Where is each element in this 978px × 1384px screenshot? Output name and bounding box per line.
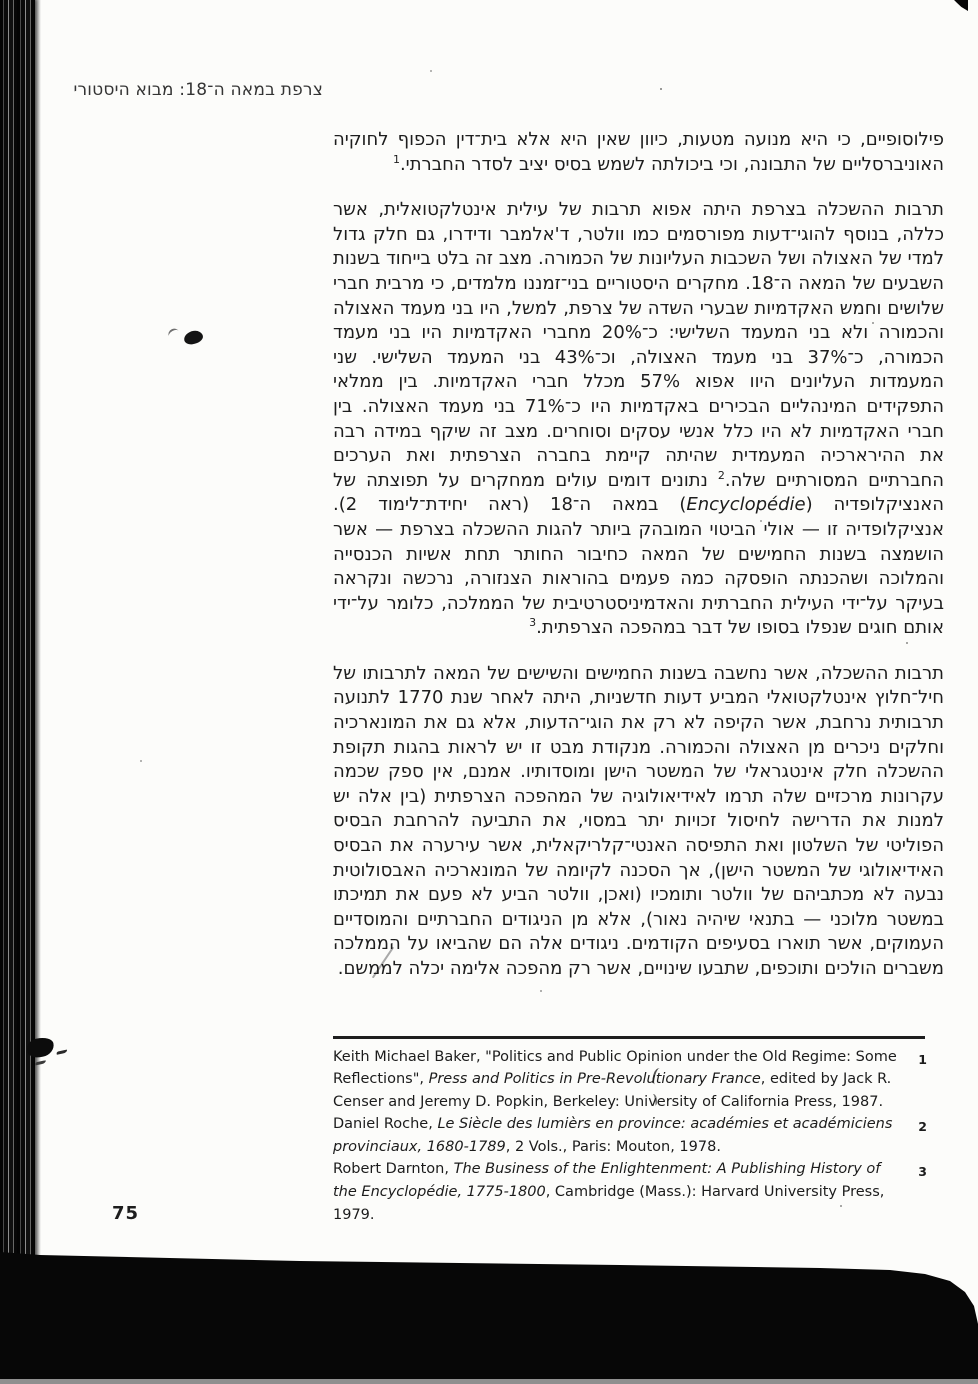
footnotes-section bbox=[333, 1036, 927, 1226]
paragraph-1 bbox=[333, 128, 944, 177]
scan-artifact-top-right-corner bbox=[951, 0, 968, 11]
paragraph-2 bbox=[333, 198, 944, 641]
footnote-1-authors: Keith Michael Baker, "Politics and Public Opinion under the Old Regime: Some Reflections", bbox=[333, 1048, 897, 1088]
paragraph-2-text-b: נתונים דומים עולים ממחקרים על תפוצתה של האנציקלופדיה ( bbox=[333, 469, 944, 516]
text-column bbox=[333, 128, 944, 1003]
footnote-1-number: 1 bbox=[918, 1051, 927, 1067]
footnote-1-text bbox=[333, 1046, 901, 1114]
paragraph-3 bbox=[333, 662, 944, 982]
encyclopedie-latin-title: Encyclopédie bbox=[686, 494, 806, 516]
scan-artifact-bottom-black bbox=[0, 1252, 978, 1384]
footnote-2-text bbox=[333, 1113, 901, 1158]
paper-specks bbox=[0, 0, 2, 2]
footnote-ref-1: 1 bbox=[392, 152, 400, 166]
footnote-2-number: 2 bbox=[918, 1119, 927, 1135]
paragraph-3-text: תרבות ההשכלה, אשר נחשבה בשנות החמישים והשישים של המאה לתרבותו של חיל־חלוץ אינטלקטואלי המביע דעות חדשניות, היתה לאחר שנת 1770 לתנועה תרבותית נרחבת, אשר הקיפה לא רק את הוגי־הדעות, אלא גם את המונארכיה וחלקים ניכרים מן האצולה והכמורה. מנקודת מבט זו יש לראות בהגות תקופת ההשכלה חלק אינטגראלי של המשטר הישן ומוסדותיו. אמנם, אין ספק שכמה עקרונות מרכזיים שלה תרמו לאידיאולוגיה של המהפכה הצרפתית (בין אלה יש למנות את הדרישה לחיסול זכויות יתר במסוי, את התביעה להרחבת הבסיס הפוליטי של השלטון ואת התפיסה האנטי־קלריקאלית, אשר עירערה את הבסיס האידיאולוגי של המשטר הישן), אך הסכנה לקיומה של המונארכיה האבסולוטית נבעה לא מכתביהם של וולטר ותומכיו (ואכן, וולטר הביע לא פעם את תמיכתו במשטר מלוכני — בתנאי שיהיה נאור), אלא מן הניגודים החברתיים והמוסדיים העמוקים, אשר תוארו בסעיפים הקודמים. ניגודים אלה הם שהביאו על הממלכה משברים הולכים ותוכפים, שתבעו שינויים, אשר רק מהפכה אלימה יכלה לממשם. bbox=[333, 662, 944, 979]
footnote-3-publisher: , Cambridge (Mass.): Harvard University Press, 1979. bbox=[333, 1184, 885, 1223]
footnote-separator-rule bbox=[333, 1036, 925, 1039]
paragraph-1-text: פילוסופיים, כי היא מנועה מטעות, כיוון שאין היא אלא בית־דין הכפוף לחוקיה האוניברסליים של התבונה, וכי ביכולתה לשמש בסיס יציב לסדר החברתי. bbox=[333, 129, 944, 175]
footnote-2-title: Le Siècle des lumièrs en province: académies et académiciens provinciaux, 1680-1789 bbox=[333, 1116, 893, 1155]
footnote-3 bbox=[333, 1158, 927, 1226]
footnote-3-title: The Business of the Enlightenment: A Publishing History of the Encyclopédie, 1775-1800 bbox=[333, 1161, 881, 1201]
scan-artifact-bottom-gray-strip bbox=[0, 1379, 978, 1384]
page-number: 75 bbox=[112, 1203, 140, 1224]
footnote-2 bbox=[333, 1113, 927, 1158]
footnote-1-title: Press and Politics in Pre-Revolutionary France bbox=[428, 1071, 761, 1088]
ink-smudge bbox=[183, 330, 204, 346]
paragraph-2-text-c: ) במאה ה־18 (ראה יחידת־לימוד 2). אנציקלופדיה זו — אולי הביטוי המובהק ביותר להגות ההשכלה בצרפת — אשר הושמצה בשנות החמישים של המאה כחיבור החותר תחת אשיות הכנסייה והמלוכה ושהכנתה הופסקה כמה פעמים בהוראות הצנזורה, נרכשה ונקראה בעיקר על־ידי העילית החברתית והאדמיניסטרטיבית של הממלכה, כלומר על־ידי אותם חוגים שנפלו בסופו של דבר במהפכה הצרפתית. bbox=[333, 494, 944, 639]
footnote-1-publisher: , edited by Jack R. Censer and Jeremy D. Popkin, Berkeley: University of California Press, 1987. bbox=[333, 1071, 892, 1110]
footnote-ref-3: 3 bbox=[529, 616, 537, 630]
paragraph-2-text-a: תרבות ההשכלה בצרפת היתה אפוא תרבות של עילית אינטלקטואלית, אשר כללה, בנוסף להוגי־דעות מפורסמים כמו וולטר, ד'אלמבר ודידרו, גם חלק גדול למדי של האצולה ושל השכבות העליונות של הכמורה. מצב זה בלט בייחוד בשנות השבעים של המאה ה־18. מחקרים היסטוריים בני־זמננו מלמדים, כי מרבית חברי שלושים וחמש האקדמיות שבערי השדה של צרפת, למשל, היו בני מעמד האצולה והכמורה ולא בני המעמד השלישי: כ־20% מחברי האקדמיות היו בני מעמד הכמורה, כ־37% בני מעמד האצולה, וכ־43% בני המעמד השלישי. שני המעמדות העליונים היוו אפוא 57% מכלל חברי האקדמיות. בין ממלאי התפקידים המינהליים הבכירים באקדמיות היו כ־71% בני מעמד האצולה. בין חברי האקדמיות לא היו כלל אנשי עסקים וסוחרים. מצב זה שיקף במידה רבה את ההירארכיה המעמדית שהיתה קיימת בחברה הצרפתית ואת הערכים החברתיים המסורתיים שלה. bbox=[333, 199, 945, 491]
footnote-3-number: 3 bbox=[918, 1164, 927, 1180]
footnote-2-publisher: , 2 Vols., Paris: Mouton, 1978. bbox=[505, 1138, 721, 1155]
footnote-3-authors: Robert Darnton, bbox=[333, 1161, 454, 1178]
scan-artifact-left-edge bbox=[0, 0, 35, 1384]
footnote-2-authors: Daniel Roche, bbox=[333, 1116, 438, 1133]
footnote-ref-2: 2 bbox=[717, 468, 725, 482]
running-head: צרפת במאה ה־18: מבוא היסטורי bbox=[73, 80, 323, 100]
footnote-3-text bbox=[333, 1158, 901, 1226]
footnote-1 bbox=[333, 1046, 927, 1114]
